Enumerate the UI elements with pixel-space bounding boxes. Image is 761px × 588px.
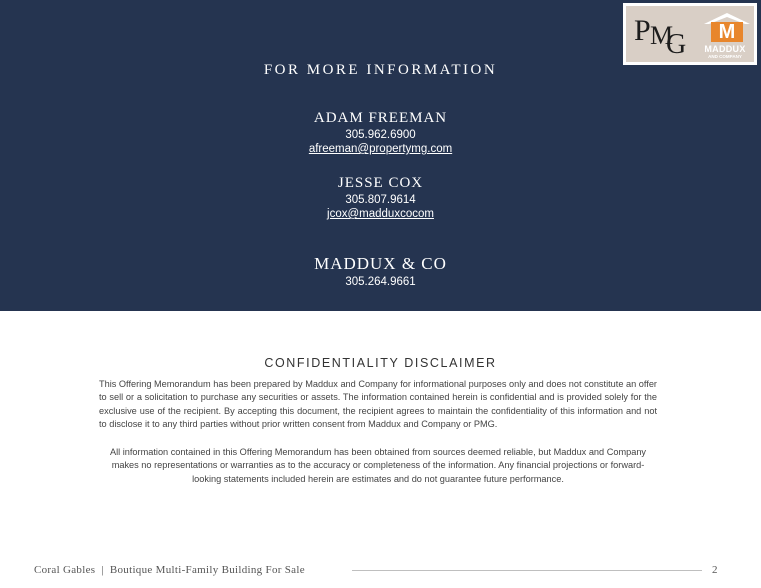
contact-company (0, 253, 761, 289)
maddux-m-mark: M (711, 22, 743, 42)
contact-email-link[interactable]: afreeman@propertymg.com (308, 143, 453, 155)
disclaimer-paragraph-2: All information contained in this Offering Memorandum has been obtained from sources deemed reliable, but Maddux and Company makes no representations or warranties as to the accuracy or completeness of the information. Any financial projections or forward-looking statements included herein are estimates and do not guarantee future performance. (109, 447, 647, 484)
footer-location: Coral Gables (34, 564, 96, 576)
pmg-letter-m: M (650, 21, 674, 50)
pmg-logo (630, 9, 692, 59)
page-number: 2 (712, 564, 718, 576)
contact-email-link[interactable]: jcox@madduxcocom (327, 208, 434, 220)
disclaimer-paragraph-1: This Offering Memorandum has been prepared by Maddux and Company for informational purposes only and does not constitute an offer to sell or a solicitation to purchase any securities or assets. The information contained herein is confidential and is provided solely for the exclusive use of the recipient. By accepting this document, the recipient agrees to maintain the confidentiality of this information and not to disclose it to any third parties without prior written consent from Maddux and Company or PMG. (99, 379, 657, 430)
footer-divider (352, 570, 702, 571)
contact-phone[interactable]: 305.962.6900 (345, 129, 416, 141)
disclaimer-title: CONFIDENTIALITY DISCLAIMER (264, 356, 497, 370)
maddux-logo-name: MADDUX (704, 44, 746, 54)
logo-background (626, 6, 754, 62)
footer-separator: | (101, 564, 104, 576)
contact-adam-freeman (0, 108, 761, 156)
contact-name: JESSE COX (337, 175, 424, 191)
contact-jesse-cox (0, 173, 761, 221)
more-info-title: FOR MORE INFORMATION (263, 62, 498, 78)
maddux-logo-subtitle: AND COMPANY (708, 54, 742, 59)
footer-title (34, 564, 305, 576)
company-name: MADDUX & CO (314, 254, 447, 273)
pmg-letter-p: P (634, 14, 651, 47)
company-phone[interactable]: 305.264.9661 (345, 276, 416, 288)
contact-name: ADAM FREEMAN (313, 110, 448, 126)
contact-phone[interactable]: 305.807.9614 (345, 194, 416, 206)
logo-box (623, 3, 757, 65)
pmg-letter-g: G (666, 29, 687, 60)
footer-subtitle: Boutique Multi-Family Building For Sale (109, 564, 305, 576)
